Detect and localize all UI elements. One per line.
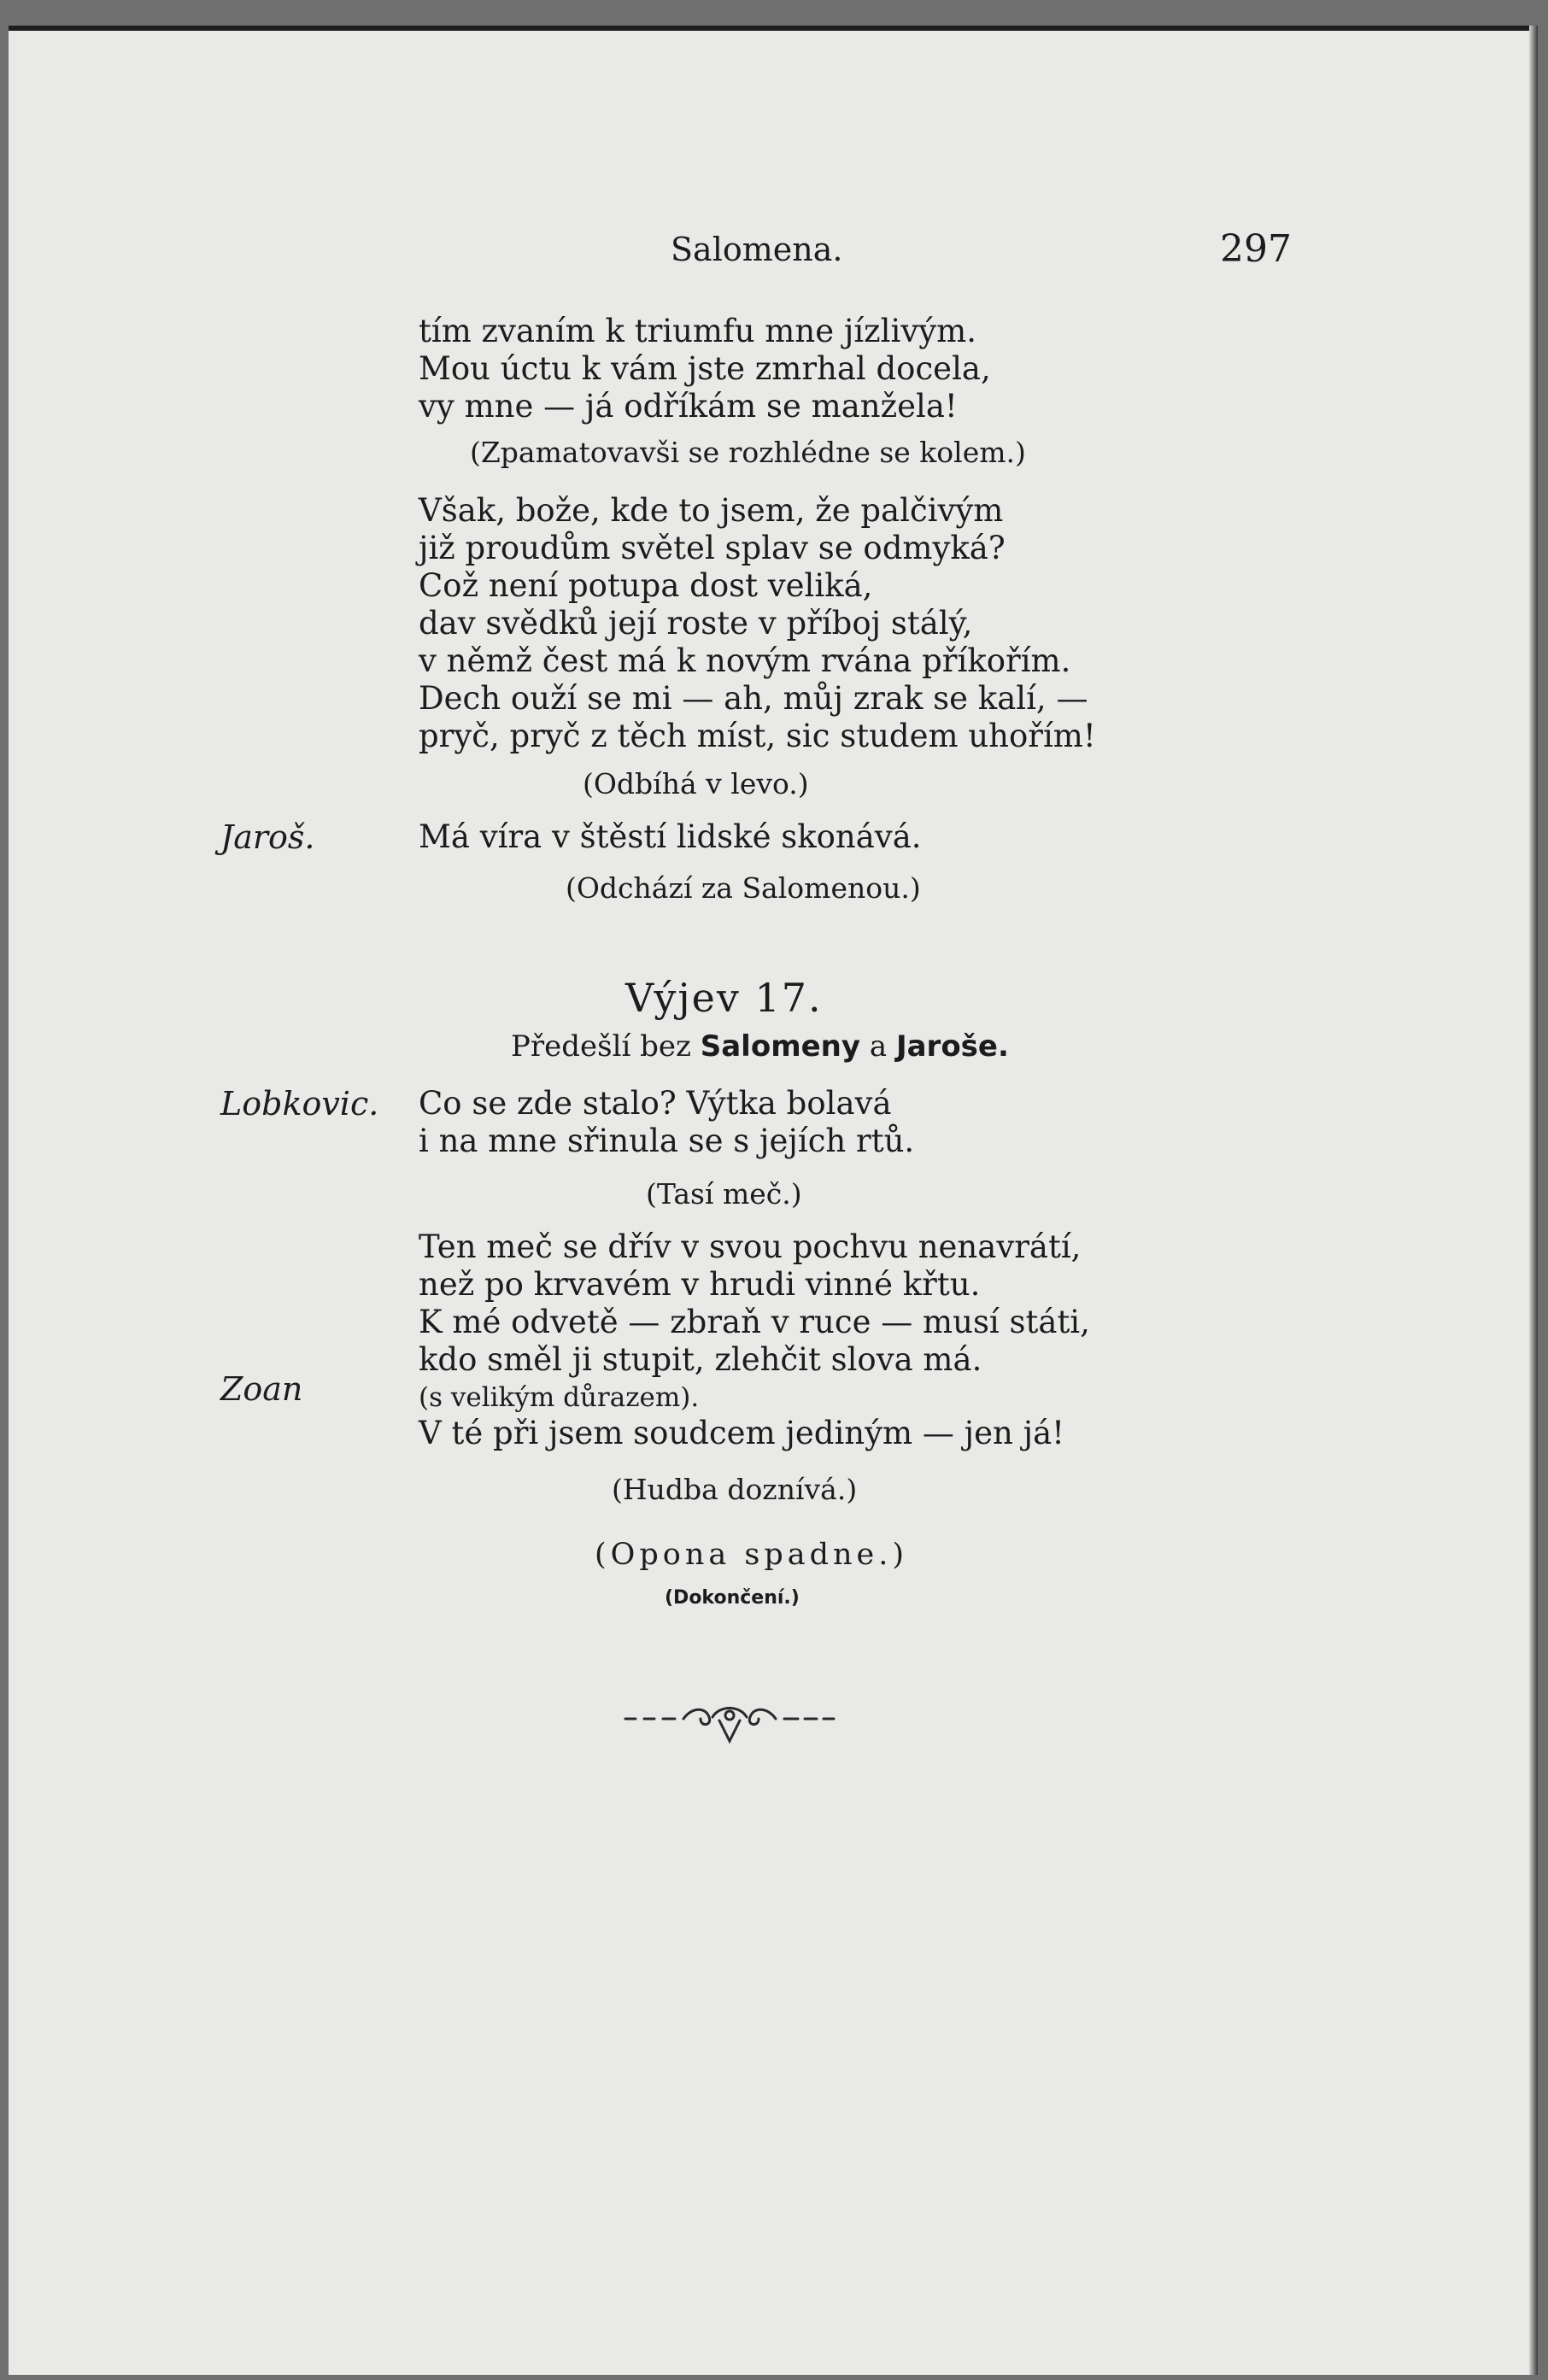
verse-line: i na mne sřinula se s jejích rtů.: [419, 1123, 915, 1159]
speaker-name: Lobkovic.: [220, 1085, 379, 1123]
verse-line: již proudům světel splav se odmyká?: [419, 530, 1006, 566]
verse-line: Mou úctu k vám jste zmrhal docela,: [419, 350, 991, 387]
speaker-name: Jaroš.: [220, 818, 315, 856]
scene-subtitle: [511, 1028, 1009, 1065]
verse-line: Ten meč se dřív v svou pochvu nenavrátí,: [419, 1228, 1082, 1265]
page-number: 297: [1220, 227, 1292, 271]
verse-line: v němž čest má k novým rvána příkořím.: [419, 642, 1071, 679]
verse-block-5: [419, 1228, 1187, 1379]
stage-direction: (Tasí meč.): [646, 1177, 802, 1211]
verse-line: dav svědků její roste v příboj stálý,: [419, 605, 973, 642]
ornament-icon: [624, 1698, 836, 1750]
verse-block-3: [419, 818, 1187, 856]
stage-direction: (Hudba doznívá.): [612, 1473, 858, 1506]
verse-line: K mé odvetě — zbraň v ruce — musí státi,: [419, 1304, 1090, 1340]
scene-heading: Výjev 17.: [625, 975, 823, 1021]
stage-direction: (Odchází za Salomenou.): [566, 871, 921, 905]
ending-note: (Dokončení.): [665, 1587, 800, 1609]
running-header-title: Salomena.: [671, 231, 843, 268]
curtain-direction: (Opona spadne.): [595, 1538, 909, 1572]
verse-block-2: [419, 492, 1187, 755]
scene-subtitle-name: Salomeny: [700, 1029, 861, 1064]
verse-line: Však, bože, kde to jsem, že palčivým: [419, 492, 1004, 529]
verse-line: V té při jsem soudcem jediným — jen já!: [419, 1415, 1065, 1451]
scene-subtitle-text: a: [860, 1029, 896, 1064]
stage-direction: (Odbíhá v levo.): [583, 767, 809, 800]
stage-direction: (Zpamatovavši se rozhlédne se kolem.): [470, 436, 1026, 469]
verse-line: Dech ouží se mi — ah, můj zrak se kalí, —: [419, 680, 1088, 717]
verse-block-6: [419, 1415, 1187, 1452]
verse-block-1: [419, 313, 1187, 425]
speaker-name: Zoan: [220, 1370, 303, 1408]
verse-line: Což není potupa dost veliká,: [419, 567, 873, 604]
verse-line: pryč, pryč z těch míst, sic studem uhořím!: [419, 718, 1096, 754]
stage-direction: (s velikým důrazem).: [419, 1382, 700, 1413]
verse-line: vy mne — já odříkám se manžela!: [419, 388, 958, 425]
verse-line: Má víra v štěstí lidské skonává.: [419, 818, 922, 855]
scene-subtitle-name: Jaroše.: [895, 1029, 1009, 1064]
verse-line: kdo směl ji stupit, zlehčit slova má.: [419, 1341, 982, 1378]
book-page: [9, 26, 1538, 2375]
verse-line: tím zvaním k triumfu mne jízlivým.: [419, 313, 976, 349]
verse-line: než po krvavém v hrudi vinné křtu.: [419, 1266, 981, 1303]
verse-block-4: [419, 1085, 1187, 1160]
scene-subtitle-text: Předešlí bez: [511, 1029, 701, 1064]
verse-line: Co se zde stalo? Výtka bolavá: [419, 1085, 892, 1122]
